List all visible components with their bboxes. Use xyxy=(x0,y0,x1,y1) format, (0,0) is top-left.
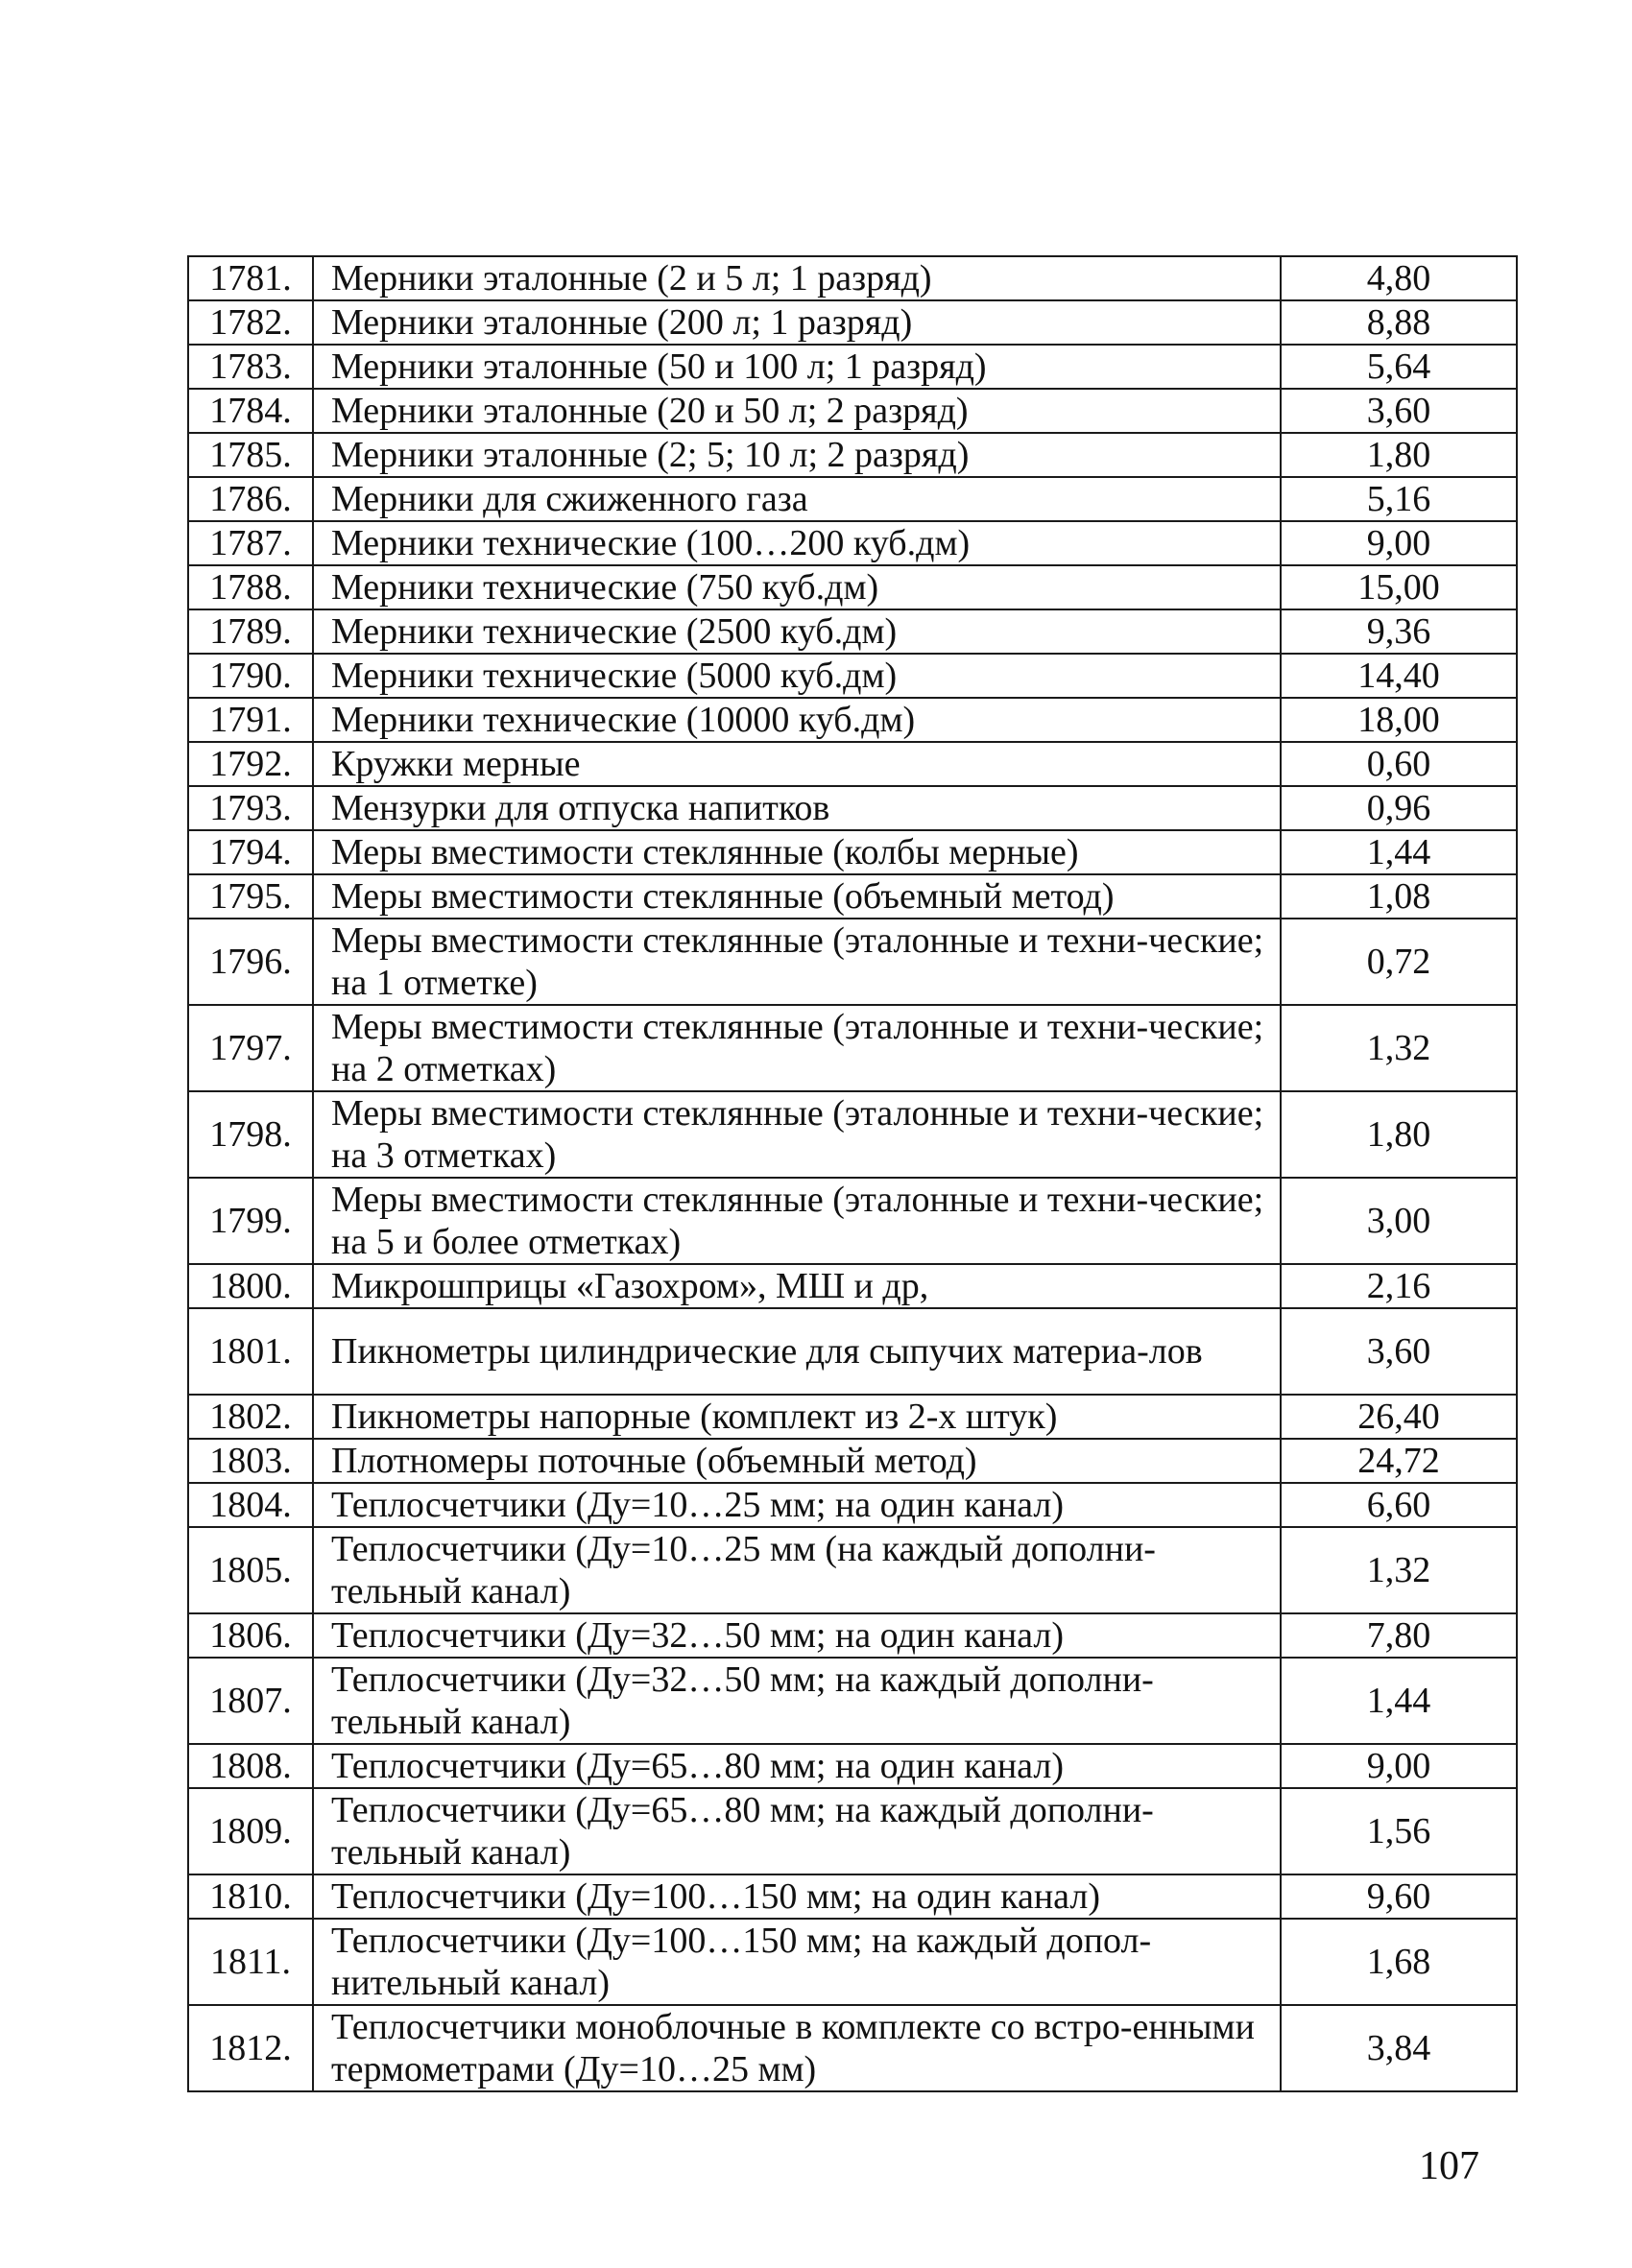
item-value-cell: 6,60 xyxy=(1281,1483,1517,1527)
table-row xyxy=(188,256,1517,300)
item-value-cell: 2,16 xyxy=(1281,1264,1517,1308)
row-number-cell: 1804. xyxy=(188,1483,313,1527)
item-value-cell: 9,00 xyxy=(1281,1744,1517,1788)
row-number-cell: 1785. xyxy=(188,433,313,477)
item-value-cell: 24,72 xyxy=(1281,1439,1517,1483)
row-number-cell: 1782. xyxy=(188,300,313,345)
row-number-cell: 1809. xyxy=(188,1788,313,1874)
table-row xyxy=(188,389,1517,433)
table-row xyxy=(188,919,1517,1005)
table-row xyxy=(188,1744,1517,1788)
table-row xyxy=(188,698,1517,742)
row-number-cell: 1800. xyxy=(188,1264,313,1308)
item-value-cell: 5,64 xyxy=(1281,345,1517,389)
item-name-cell: Мерники для сжиженного газа xyxy=(313,477,1281,521)
item-value-cell: 1,44 xyxy=(1281,1658,1517,1744)
item-value-cell: 0,72 xyxy=(1281,919,1517,1005)
item-value-cell: 3,60 xyxy=(1281,1308,1517,1395)
item-name-cell: Микрошприцы «Газохром», МШ и др, xyxy=(313,1264,1281,1308)
item-name-cell: Мерники технические (750 куб.дм) xyxy=(313,565,1281,609)
item-name-cell: Мерники эталонные (20 и 50 л; 2 разряд) xyxy=(313,389,1281,433)
row-number-cell: 1786. xyxy=(188,477,313,521)
row-number-cell: 1794. xyxy=(188,830,313,874)
item-name-cell: Кружки мерные xyxy=(313,742,1281,786)
item-value-cell: 0,96 xyxy=(1281,786,1517,830)
table-row xyxy=(188,477,1517,521)
row-number-cell: 1789. xyxy=(188,609,313,654)
item-value-cell: 1,80 xyxy=(1281,1091,1517,1178)
item-value-cell: 9,00 xyxy=(1281,521,1517,565)
table-row xyxy=(188,874,1517,919)
item-name-cell: Мерники технические (10000 куб.дм) xyxy=(313,698,1281,742)
item-name-cell: Мензурки для отпуска напитков xyxy=(313,786,1281,830)
table-row xyxy=(188,1308,1517,1395)
row-number-cell: 1811. xyxy=(188,1919,313,2005)
table-row xyxy=(188,654,1517,698)
item-name-cell: Пикнометры напорные (комплект из 2-х штук) xyxy=(313,1395,1281,1439)
row-number-cell: 1803. xyxy=(188,1439,313,1483)
table-row xyxy=(188,1395,1517,1439)
item-name-cell: Меры вместимости стеклянные (эталонные и техни-ческие; на 5 и более отметках) xyxy=(313,1178,1281,1264)
item-name-cell: Мерники эталонные (200 л; 1 разряд) xyxy=(313,300,1281,345)
item-value-cell: 1,80 xyxy=(1281,433,1517,477)
table-row xyxy=(188,786,1517,830)
item-value-cell: 26,40 xyxy=(1281,1395,1517,1439)
row-number-cell: 1802. xyxy=(188,1395,313,1439)
item-value-cell: 0,60 xyxy=(1281,742,1517,786)
row-number-cell: 1783. xyxy=(188,345,313,389)
item-value-cell: 3,00 xyxy=(1281,1178,1517,1264)
item-name-cell: Теплосчетчики (Ду=10…25 мм (на каждый дополни-тельный канал) xyxy=(313,1527,1281,1613)
item-value-cell: 8,88 xyxy=(1281,300,1517,345)
table-row xyxy=(188,1005,1517,1091)
row-number-cell: 1797. xyxy=(188,1005,313,1091)
table-row xyxy=(188,1613,1517,1658)
row-number-cell: 1795. xyxy=(188,874,313,919)
item-name-cell: Мерники эталонные (2 и 5 л; 1 разряд) xyxy=(313,256,1281,300)
item-name-cell: Мерники эталонные (2; 5; 10 л; 2 разряд) xyxy=(313,433,1281,477)
table-row xyxy=(188,345,1517,389)
item-name-cell: Теплосчетчики (Ду=10…25 мм; на один канал) xyxy=(313,1483,1281,1527)
item-name-cell: Меры вместимости стеклянные (колбы мерные) xyxy=(313,830,1281,874)
item-value-cell: 18,00 xyxy=(1281,698,1517,742)
item-name-cell: Мерники технические (2500 куб.дм) xyxy=(313,609,1281,654)
item-value-cell: 4,80 xyxy=(1281,256,1517,300)
item-name-cell: Теплосчетчики (Ду=65…80 мм; на один канал) xyxy=(313,1744,1281,1788)
item-value-cell: 14,40 xyxy=(1281,654,1517,698)
item-value-cell: 1,44 xyxy=(1281,830,1517,874)
table-row xyxy=(188,1919,1517,2005)
table-row xyxy=(188,1178,1517,1264)
table-row xyxy=(188,1091,1517,1178)
item-value-cell: 3,84 xyxy=(1281,2005,1517,2091)
row-number-cell: 1793. xyxy=(188,786,313,830)
item-value-cell: 7,80 xyxy=(1281,1613,1517,1658)
item-value-cell: 1,68 xyxy=(1281,1919,1517,2005)
item-value-cell: 1,32 xyxy=(1281,1527,1517,1613)
price-table xyxy=(187,255,1518,2092)
row-number-cell: 1798. xyxy=(188,1091,313,1178)
row-number-cell: 1810. xyxy=(188,1874,313,1919)
item-name-cell: Теплосчетчики (Ду=100…150 мм; на каждый допол-нительный канал) xyxy=(313,1919,1281,2005)
row-number-cell: 1791. xyxy=(188,698,313,742)
table-row xyxy=(188,1788,1517,1874)
table-row xyxy=(188,1527,1517,1613)
table-row xyxy=(188,300,1517,345)
row-number-cell: 1792. xyxy=(188,742,313,786)
row-number-cell: 1784. xyxy=(188,389,313,433)
row-number-cell: 1788. xyxy=(188,565,313,609)
item-value-cell: 9,60 xyxy=(1281,1874,1517,1919)
item-name-cell: Мерники технические (100…200 куб.дм) xyxy=(313,521,1281,565)
item-value-cell: 3,60 xyxy=(1281,389,1517,433)
item-name-cell: Меры вместимости стеклянные (эталонные и техни-ческие; на 2 отметках) xyxy=(313,1005,1281,1091)
table-row xyxy=(188,742,1517,786)
row-number-cell: 1808. xyxy=(188,1744,313,1788)
table-row xyxy=(188,1439,1517,1483)
row-number-cell: 1787. xyxy=(188,521,313,565)
item-name-cell: Теплосчетчики (Ду=100…150 мм; на один канал) xyxy=(313,1874,1281,1919)
item-name-cell: Пикнометры цилиндрические для сыпучих материа-лов xyxy=(313,1308,1281,1395)
row-number-cell: 1801. xyxy=(188,1308,313,1395)
item-value-cell: 1,56 xyxy=(1281,1788,1517,1874)
item-name-cell: Теплосчетчики (Ду=65…80 мм; на каждый дополни-тельный канал) xyxy=(313,1788,1281,1874)
row-number-cell: 1790. xyxy=(188,654,313,698)
table-row xyxy=(188,2005,1517,2091)
row-number-cell: 1799. xyxy=(188,1178,313,1264)
row-number-cell: 1796. xyxy=(188,919,313,1005)
item-value-cell: 15,00 xyxy=(1281,565,1517,609)
table-row xyxy=(188,609,1517,654)
item-name-cell: Плотномеры поточные (объемный метод) xyxy=(313,1439,1281,1483)
item-name-cell: Мерники технические (5000 куб.дм) xyxy=(313,654,1281,698)
table-row xyxy=(188,830,1517,874)
table-row xyxy=(188,565,1517,609)
item-value-cell: 9,36 xyxy=(1281,609,1517,654)
table-row xyxy=(188,1874,1517,1919)
item-name-cell: Меры вместимости стеклянные (объемный метод) xyxy=(313,874,1281,919)
price-table-body xyxy=(188,256,1517,2091)
item-name-cell: Меры вместимости стеклянные (эталонные и техни-ческие; на 1 отметке) xyxy=(313,919,1281,1005)
item-name-cell: Теплосчетчики (Ду=32…50 мм; на каждый дополни-тельный канал) xyxy=(313,1658,1281,1744)
table-row xyxy=(188,521,1517,565)
item-value-cell: 1,08 xyxy=(1281,874,1517,919)
item-value-cell: 5,16 xyxy=(1281,477,1517,521)
item-name-cell: Меры вместимости стеклянные (эталонные и техни-ческие; на 3 отметках) xyxy=(313,1091,1281,1178)
row-number-cell: 1805. xyxy=(188,1527,313,1613)
table-row xyxy=(188,1264,1517,1308)
row-number-cell: 1807. xyxy=(188,1658,313,1744)
table-row xyxy=(188,1483,1517,1527)
item-name-cell: Теплосчетчики моноблочные в комплекте со встро-енными термометрами (Ду=10…25 мм) xyxy=(313,2005,1281,2091)
row-number-cell: 1812. xyxy=(188,2005,313,2091)
item-name-cell: Теплосчетчики (Ду=32…50 мм; на один канал) xyxy=(313,1613,1281,1658)
table-row xyxy=(188,1658,1517,1744)
item-value-cell: 1,32 xyxy=(1281,1005,1517,1091)
row-number-cell: 1781. xyxy=(188,256,313,300)
item-name-cell: Мерники эталонные (50 и 100 л; 1 разряд) xyxy=(313,345,1281,389)
page-number: 107 xyxy=(1419,2144,1479,2188)
row-number-cell: 1806. xyxy=(188,1613,313,1658)
table-row xyxy=(188,433,1517,477)
